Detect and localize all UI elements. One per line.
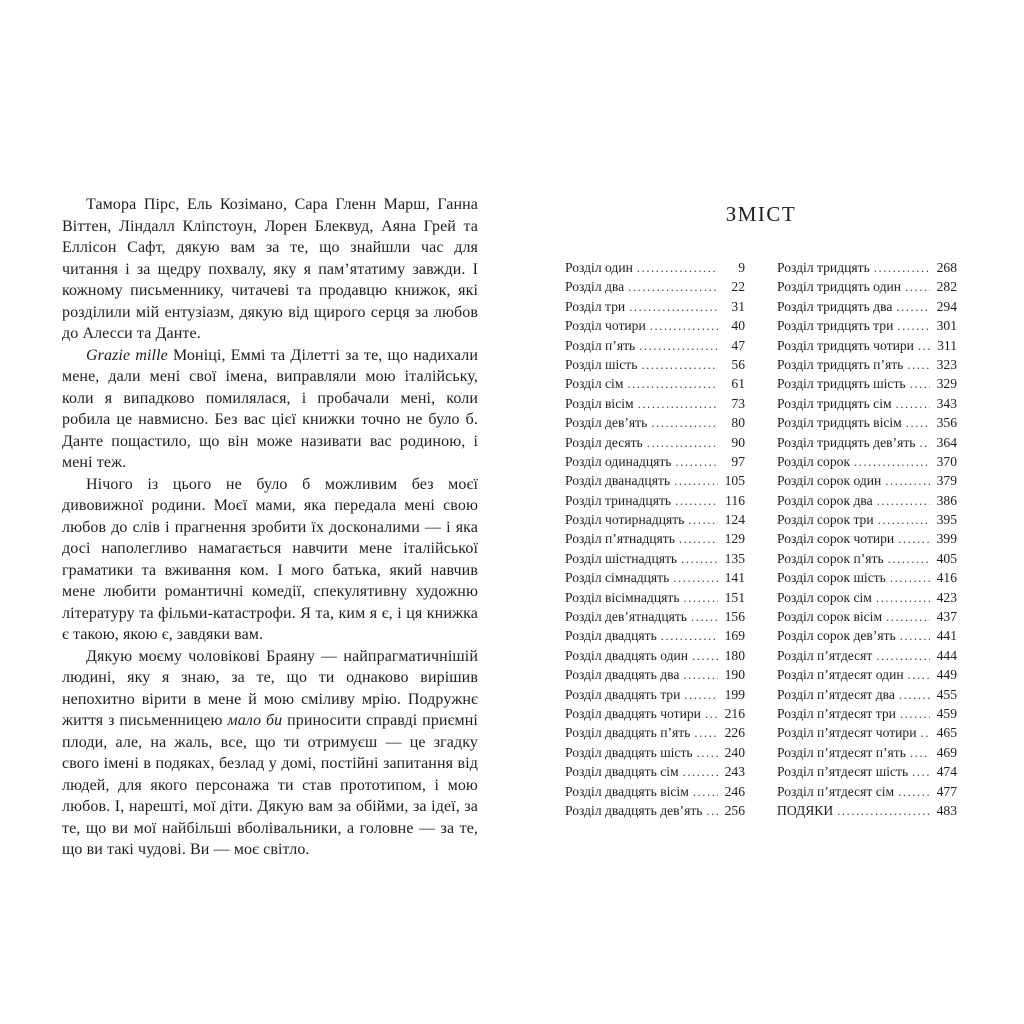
toc-entry (565, 590, 745, 609)
toc-column-right (777, 260, 957, 822)
dot-leader (886, 609, 930, 625)
toc-entry (777, 687, 957, 706)
toc-entry-label: Розділ два (565, 279, 625, 295)
toc-entry-page: 449 (936, 667, 957, 683)
toc-entry (777, 648, 957, 667)
toc-entry (777, 570, 957, 589)
toc-entry-label: Розділ тридцять (777, 260, 870, 275)
toc-entry-page: 180 (724, 647, 745, 663)
dot-leader (693, 784, 718, 800)
toc-entry (565, 687, 745, 706)
dot-leader (910, 745, 930, 761)
toc-entry-label: Розділ п’ятдесят два (777, 686, 895, 702)
dot-leader (898, 784, 930, 800)
toc-entry-label: Розділ п’ятдесят п’ять (777, 744, 906, 760)
toc-entry-page: 156 (724, 609, 745, 625)
toc-entry-label: Розділ тридцять один (777, 279, 902, 295)
toc-entry-label: Розділ п’ятдесят один (777, 667, 904, 683)
toc-entry-label: Розділ сорок три (777, 512, 874, 528)
toc-entry (777, 590, 957, 609)
toc-column-left (565, 260, 745, 822)
toc-entry-label: Розділ шістнадцять (565, 550, 678, 566)
toc-entry-label: Розділ двадцять вісім (565, 783, 689, 799)
toc-columns (565, 260, 957, 822)
toc-entry (777, 338, 957, 357)
toc-entry (565, 784, 745, 803)
toc-entry (565, 338, 745, 357)
toc-entry (777, 299, 957, 318)
toc-entry-page: 116 (725, 492, 745, 508)
dot-leader (674, 473, 718, 489)
toc-entry (565, 376, 745, 395)
text-segment: Дякую моєму чоловікові Браяну — найпрагматичнішій людині, яку я знаю, за те, що ти однаково вирішив непохитно вірити в мене й мою сміливу мрію. Подружнє життя з письменницею (62, 647, 478, 729)
dot-leader (921, 725, 931, 741)
toc-entry-label: Розділ сім (565, 376, 624, 392)
toc-entry (565, 531, 745, 550)
table-of-contents (565, 202, 957, 822)
toc-entry-label: Розділ три (565, 298, 626, 314)
toc-entry (777, 764, 957, 783)
toc-entry-page: 311 (937, 337, 957, 353)
toc-entry-label: Розділ двадцять сім (565, 764, 679, 780)
toc-entry (565, 512, 745, 531)
toc-entry (777, 551, 957, 570)
dot-leader (692, 648, 718, 664)
toc-entry-page: 329 (936, 376, 957, 392)
toc-entry-page: 386 (936, 492, 957, 508)
toc-entry-label: Розділ сорок вісім (777, 609, 883, 625)
toc-entry-page: 9 (738, 260, 745, 275)
toc-entry-page: 129 (724, 531, 745, 547)
toc-entry-page: 124 (724, 512, 745, 528)
toc-entry (565, 706, 745, 725)
dot-leader (910, 376, 930, 392)
toc-entry-label: Розділ двадцять дев’ять (565, 802, 703, 818)
italic-text: Grazie mille (86, 346, 168, 364)
toc-entry-label: Розділ п’ятдесят три (777, 705, 896, 721)
toc-entry (565, 435, 745, 454)
dot-leader (684, 590, 718, 606)
dot-leader (638, 396, 718, 412)
toc-entry (565, 279, 745, 298)
toc-entry-label: Розділ тридцять сім (777, 395, 892, 411)
paragraph (62, 474, 478, 646)
dot-leader (694, 725, 718, 741)
toc-entry-label: Розділ тридцять три (777, 318, 894, 334)
acknowledgments-text (62, 194, 478, 861)
toc-entry-page: 483 (936, 802, 957, 818)
toc-entry (565, 609, 745, 628)
toc-entry (565, 551, 745, 570)
paragraph (62, 194, 478, 345)
text-segment: Тамора Пірс, Ель Козімано, Сара Гленн Марш, Ганна Віттен, Ліндалл Кліпстоун, Лорен Блеквуд, Аяна Грей та Еллісон Сафт, дякую вам за те, що знайшли час для читання і за щедру похвалу, яку я пам’ятатиму завжди. І кожному письменнику, читачеві та продавцю книжок, які розділили мій ентузіазм, дякую від щирого серця за любов до Алесси та Данте. (62, 196, 478, 342)
dot-leader (683, 667, 718, 683)
toc-entry (777, 609, 957, 628)
dot-leader (628, 279, 718, 295)
toc-entry-label: Розділ тридцять дев’ять (777, 434, 916, 450)
toc-entry-label: Розділ п’ятдесят чотири (777, 725, 917, 741)
dot-leader (683, 764, 718, 780)
dot-leader (919, 435, 930, 451)
toc-entry-label: Розділ п’ять (565, 337, 636, 353)
toc-entry-label: Розділ двадцять п’ять (565, 725, 691, 741)
toc-entry-label: Розділ п’ятдесят сім (777, 783, 895, 799)
toc-entry (777, 628, 957, 647)
toc-entry-label: Розділ двадцять два (565, 667, 680, 683)
toc-entry-label: Розділ двадцять шість (565, 744, 693, 760)
paragraph (62, 646, 478, 861)
toc-entry-label: Розділ п’ятнадцять (565, 531, 675, 547)
toc-entry (777, 745, 957, 764)
toc-entry (565, 473, 745, 492)
toc-entry-label: Розділ шість (565, 356, 638, 372)
text-segment: приносити справді приємні плоди, але, на жаль, все, що ти отримуєш — це згадку свого імені в подяках, безлад у домі, постійні запитання від людей, для якого персонажа ти став прототипом, і мою любов. І, нарешті, мої діти. Дякую вам за обійми, за ідеї, за те, що ви мої найбільші вболівальники, а головне — за те, що ви такі чудові. Ви — моє світло. (62, 712, 478, 858)
toc-entry-label: Розділ тридцять п’ять (777, 356, 904, 372)
dot-leader (897, 318, 930, 334)
toc-entry-label: Розділ двадцять чотири (565, 705, 701, 721)
dot-leader (905, 279, 930, 295)
dot-leader (898, 531, 930, 547)
toc-entry-label: Розділ чотири (565, 318, 646, 334)
toc-entry-page: 199 (724, 686, 745, 702)
toc-entry-page: 469 (936, 744, 957, 760)
toc-entry-page: 216 (724, 705, 745, 721)
toc-entry-page: 294 (936, 298, 957, 314)
dot-leader (684, 687, 718, 703)
toc-entry-label: Розділ п’ятдесят (777, 647, 873, 663)
dot-leader (907, 357, 930, 373)
toc-entry-page: 80 (731, 415, 745, 431)
dot-leader (890, 570, 930, 586)
toc-entry-page: 323 (936, 356, 957, 372)
dot-leader (888, 551, 930, 567)
toc-entry-page: 444 (936, 647, 957, 663)
toc-entry-label: Розділ дев’ять (565, 415, 648, 431)
toc-entry-label: Розділ десять (565, 434, 643, 450)
dot-leader (876, 590, 930, 606)
toc-entry-label: Розділ сорок шість (777, 570, 886, 586)
dot-leader (661, 628, 718, 644)
toc-entry (565, 454, 745, 473)
toc-entry-page: 370 (936, 453, 957, 469)
dot-leader (900, 628, 930, 644)
toc-entry (777, 435, 957, 454)
toc-entry (565, 648, 745, 667)
toc-entry-page: 416 (936, 570, 957, 586)
toc-entry (777, 473, 957, 492)
toc-entry (777, 318, 957, 337)
dot-leader (912, 764, 930, 780)
toc-entry (565, 667, 745, 686)
toc-entry-page: 97 (731, 453, 745, 469)
dot-leader (896, 299, 930, 315)
dot-leader (629, 299, 718, 315)
dot-leader (900, 706, 930, 722)
toc-entry (565, 570, 745, 589)
toc-entry-label: Розділ тридцять шість (777, 376, 906, 392)
toc-entry-page: 73 (731, 395, 745, 411)
toc-entry-page: 47 (731, 337, 745, 353)
toc-entry-page: 169 (724, 628, 745, 644)
toc-entry-label: Розділ тридцять вісім (777, 415, 902, 431)
toc-entry-label: Розділ двадцять три (565, 686, 681, 702)
dot-leader (688, 512, 718, 528)
toc-entry-page: 399 (936, 531, 957, 547)
toc-entry-page: 423 (936, 589, 957, 605)
toc-entry (565, 299, 745, 318)
toc-entry (565, 396, 745, 415)
toc-entry (777, 415, 957, 434)
toc-entry (565, 628, 745, 647)
toc-entry-label: Розділ один (565, 260, 633, 275)
toc-entry (777, 493, 957, 512)
contents-title: ЗМІСТ (725, 202, 797, 226)
toc-entry-page: 282 (936, 279, 957, 295)
toc-entry-page: 437 (936, 609, 957, 625)
toc-entry (565, 260, 745, 279)
toc-entry-label: ПОДЯКИ (777, 802, 834, 818)
toc-entry-page: 459 (936, 705, 957, 721)
toc-entry-page: 474 (936, 764, 957, 780)
dot-leader (899, 687, 930, 703)
dot-leader (908, 667, 930, 683)
toc-entry (777, 667, 957, 686)
dot-leader (637, 260, 718, 276)
toc-entry-page: 90 (731, 434, 745, 450)
toc-entry-label: Розділ сорок два (777, 492, 873, 508)
toc-entry-label: Розділ вісімнадцять (565, 589, 680, 605)
toc-entry-label: Розділ сорок (777, 453, 851, 469)
dot-leader (876, 648, 930, 664)
toc-entry-label: Розділ тридцять два (777, 298, 893, 314)
toc-entry-page: 190 (724, 667, 745, 683)
toc-entry-label: Розділ вісім (565, 395, 634, 411)
toc-entry-page: 61 (731, 376, 745, 392)
toc-entry-page: 40 (731, 318, 745, 334)
dot-leader (681, 551, 718, 567)
toc-entry-page: 256 (724, 802, 745, 818)
toc-entry (565, 803, 745, 822)
dot-leader (705, 706, 718, 722)
toc-entry-label: Розділ сорок один (777, 473, 882, 489)
dot-leader (918, 338, 930, 354)
toc-entry-page: 465 (936, 725, 957, 741)
toc-entry (565, 725, 745, 744)
toc-entry-label: Розділ тридцять чотири (777, 337, 914, 353)
dot-leader (697, 745, 718, 761)
toc-entry-label: Розділ сорок п’ять (777, 550, 884, 566)
toc-entry (777, 725, 957, 744)
toc-entry-page: 395 (936, 512, 957, 528)
toc-entry (565, 415, 745, 434)
toc-entry (777, 531, 957, 550)
toc-entry-page: 405 (936, 550, 957, 566)
toc-entry-page: 56 (731, 356, 745, 372)
toc-entry-label: Розділ двадцять (565, 628, 657, 644)
dot-leader (896, 396, 930, 412)
dot-leader (647, 435, 718, 451)
dot-leader (706, 803, 718, 819)
toc-entry-page: 246 (724, 783, 745, 799)
toc-entry-page: 226 (724, 725, 745, 741)
toc-entry-page: 31 (731, 298, 745, 314)
dot-leader (679, 531, 718, 547)
toc-entry (777, 512, 957, 531)
dot-leader (627, 376, 718, 392)
toc-entry (565, 745, 745, 764)
toc-entry-page: 356 (936, 415, 957, 431)
toc-entry-label: Розділ сорок сім (777, 589, 872, 605)
dot-leader (885, 473, 930, 489)
toc-entry (777, 803, 957, 822)
dot-leader (639, 338, 718, 354)
dot-leader (651, 415, 718, 431)
toc-entry-label: Розділ одинадцять (565, 453, 672, 469)
toc-entry (777, 706, 957, 725)
toc-entry-label: Розділ дванадцять (565, 473, 671, 489)
toc-entry (565, 318, 745, 337)
toc-entry-label: Розділ сімнадцять (565, 570, 670, 586)
toc-entry-label: Розділ сорок дев’ять (777, 628, 896, 644)
toc-entry-page: 105 (724, 473, 745, 489)
paragraph (62, 345, 478, 474)
toc-entry-page: 135 (724, 550, 745, 566)
toc-entry-page: 441 (936, 628, 957, 644)
toc-entry (565, 493, 745, 512)
text-segment: Нічого із цього не було б можливим без моєї дивовижної родини. Моєї мами, яка передала мені свою любов до слів і прагнення зробити їх досконалими — і яка досі наполегливо намагається навчити мене італійської граматики та вживання ком. І мого батька, який навчив мене любити романтичні комедії, спекулятивну художню літературу та фільми-катастрофи. Я та, ким я є, і ця книжка є такою, якою є, завдяки вам. (62, 475, 478, 643)
toc-entry-page: 379 (936, 473, 957, 489)
dot-leader (675, 493, 718, 509)
dot-leader (673, 570, 718, 586)
toc-entry-label: Розділ дев’ятнадцять (565, 609, 687, 625)
dot-leader (906, 415, 930, 431)
dot-leader (854, 454, 930, 470)
toc-entry-page: 243 (724, 764, 745, 780)
toc-entry-label: Розділ тринадцять (565, 492, 672, 508)
toc-entry-page: 343 (936, 395, 957, 411)
dot-leader (641, 357, 718, 373)
text-segment: Моніці, Еммі та Ділетті за те, що надихали мене, дали мені свої імена, виправляли мою італійську, коли я випадково помилялася, і пробачали мені, коли робила це навмисно. Без вас цієї книжки точно не було б. Данте пощастило, що він може називати вас родиною, і мені теж. (62, 346, 478, 471)
toc-entry (777, 376, 957, 395)
toc-entry-page: 301 (936, 318, 957, 334)
dot-leader (676, 454, 718, 470)
dot-leader (877, 493, 930, 509)
dot-leader (691, 609, 718, 625)
toc-entry-page: 364 (936, 434, 957, 450)
italic-text: мало би (227, 712, 283, 729)
toc-entry (565, 357, 745, 376)
toc-entry (777, 784, 957, 803)
toc-entry (777, 454, 957, 473)
toc-entry-label: Розділ чотирнадцять (565, 512, 685, 528)
toc-entry-page: 240 (724, 744, 745, 760)
dot-leader (837, 803, 930, 819)
toc-entry (777, 396, 957, 415)
toc-entry-label: Розділ двадцять один (565, 647, 689, 663)
dot-leader (878, 512, 930, 528)
toc-entry-page: 477 (936, 783, 957, 799)
toc-entry-page: 268 (936, 260, 957, 275)
toc-entry (777, 279, 957, 298)
dot-leader (650, 318, 718, 334)
dot-leader (874, 260, 930, 276)
toc-entry (565, 764, 745, 783)
toc-entry-page: 455 (936, 686, 957, 702)
toc-entry-label: Розділ п’ятдесят шість (777, 764, 909, 780)
toc-entry-page: 151 (724, 589, 745, 605)
toc-entry-page: 141 (724, 570, 745, 586)
toc-entry (777, 260, 957, 279)
toc-entry (777, 357, 957, 376)
toc-entry-label: Розділ сорок чотири (777, 531, 895, 547)
toc-entry-page: 22 (731, 279, 745, 295)
